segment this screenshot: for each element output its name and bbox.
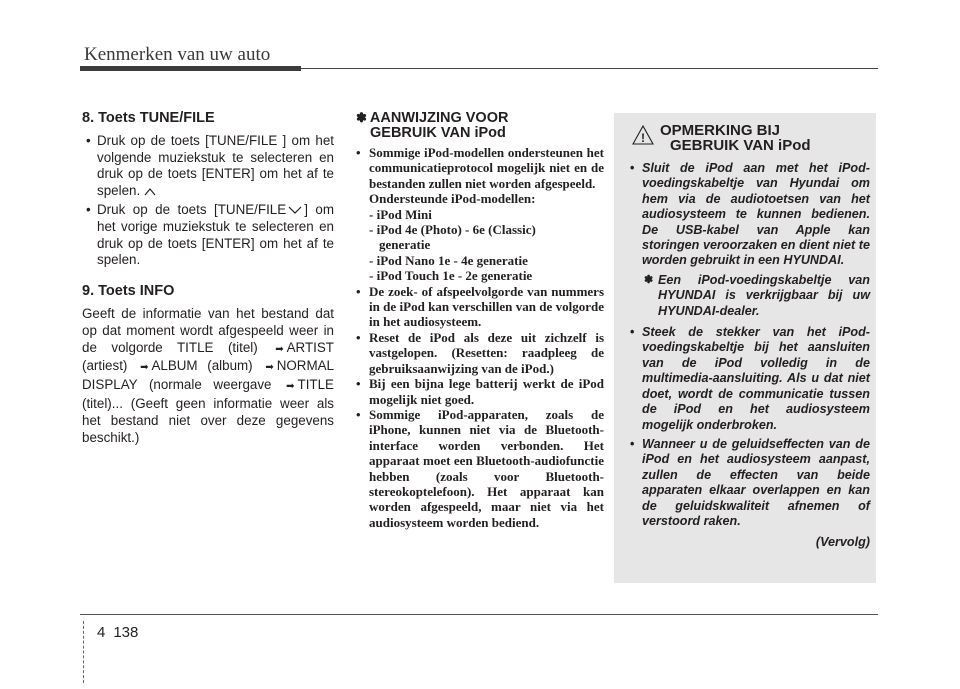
caution-title-line1: OPMERKING BIJ <box>660 122 781 139</box>
ipod-caution-box <box>614 113 876 583</box>
continued-label: (Vervolg) <box>815 535 870 550</box>
tune-prev-pre: Druk op de toets [TUNE/FILE <box>97 201 287 217</box>
list-item: • Steek de stekker van het iPod-voedingskabeltje bij het aansluiten van de iPod volledig in de multimedia-aansluiting. Als u dat niet doet, wordt de communicatie tussen de iPod en het audiosysteem mogelijk onderbroken. <box>628 325 870 433</box>
tune-prev-post: ] om het vorige muziekstuk te selecteren en druk op de toets [ENTER] om het af te spelen. <box>97 201 334 268</box>
caret-down-icon <box>288 206 302 214</box>
info-text-5: TITLE (titel)... (Geeft geen informatie weer als het bestand niet over deze gegevens beschikt.) <box>82 377 334 445</box>
arrow-right-icon: ➡ <box>265 362 274 374</box>
footer-rule <box>80 614 878 615</box>
model-item: - iPod Nano 1e - 4e generatie <box>369 252 528 268</box>
caution-list <box>628 161 870 269</box>
ipod-notice-title-line1: AANWIJZING VOOR <box>369 110 509 126</box>
arrow-right-icon: ➡ <box>286 381 295 393</box>
header-thin-rule <box>301 68 878 69</box>
note-text: Een iPod-voedingskabeltje van HYUNDAI is verkrijgbaar bij uw HYUNDAI-dealer. <box>658 272 870 318</box>
arrow-right-icon: ➡ <box>140 362 149 374</box>
ipod-notice-title <box>356 110 604 141</box>
model-item: - iPod 4e (Photo) - 6e (Classic) <box>369 222 536 238</box>
list-item: • De zoek- of afspeelvolgorde van nummers in de iPod kan verschillen van de volgorde in het audiosysteem. <box>356 284 604 330</box>
list-item: • Sluit de iPod aan met het iPod-voedingskabeltje van Hyundai om hem via de audiotoetsen van het audiosysteem te kunnen bedienen. De USB-kabel van Apple kan storingen veroorzaken en dient niet te worden gebruikt in een HYUNDAI. <box>628 161 870 269</box>
list-item: • Sommige iPod-apparaten, zoals de iPhone, kunnen niet via de Bluetooth-interface worden verbonden. Het apparaat moet een Bluetooth-audiofunctie hebben (zoals voor Bluetooth-stereokoptelefoon). Het apparaat kan worden afgespeeld, maar niet via het audiosysteem worden bediend. <box>356 407 604 530</box>
page-header-title: Kenmerken van uw auto <box>84 44 271 65</box>
info-paragraph <box>82 306 334 446</box>
info-heading: 9. Toets INFO <box>82 283 175 300</box>
list-item <box>82 133 334 200</box>
star-icon: ✽ <box>356 110 367 125</box>
list-item: • Bij een bijna lege batterij werkt de iPod mogelijk niet goed. <box>356 376 604 407</box>
caution-list-2 <box>628 325 870 529</box>
list-item: • Reset de iPod als deze uit zichzelf is vastgelopen. (Resetten: raadpleeg de gebruiksaanwijzing van de iPod.) <box>356 330 604 376</box>
notice-text: Sommige iPod-modellen ondersteunen het communicatieprotocol mogelijk niet en de bestanden zullen niet worden afgespeeld. <box>369 145 604 191</box>
star-icon: ✽ <box>644 273 654 286</box>
model-item: - iPod Touch 1e - 2e generatie <box>369 268 533 284</box>
page-number-value: 138 <box>113 624 139 641</box>
list-item: • Wanneer u de geluidseffecten van de iPod en het audiosysteem aanpast, zullen de effecten van beide apparaten elkaar overlappen en kan de geluidskwaliteit afnemen of verstoord raken. <box>628 437 870 529</box>
page-number <box>97 624 138 641</box>
list-item <box>356 145 604 284</box>
arrow-right-icon: ➡ <box>275 343 284 355</box>
tune-next-text: Druk op de toets [TUNE/FILE ] om het volgende muziekstuk te selecteren en druk op de toets [ENTER] om het af te spelen. <box>97 132 334 199</box>
tune-file-heading: 8. Toets TUNE/FILE <box>82 110 215 126</box>
list-item <box>82 202 334 269</box>
caret-up-icon <box>144 188 156 196</box>
ipod-notice-list <box>356 145 604 530</box>
info-text-1: Geeft de informatie van het bestand dat op dat moment wordt afgespeeld weer in de volgorde TITLE (titel) <box>82 305 334 355</box>
svg-text:!: ! <box>641 131 645 145</box>
left-column <box>82 110 334 446</box>
caution-title-line2: GEBRUIK VAN iPod <box>670 137 811 154</box>
info-text-2: ARTIST (artiest) <box>82 339 334 374</box>
info-text-3: ALBUM (album) <box>151 358 253 374</box>
info-text-4: NORMAL DISPLAY (normale weergave <box>82 358 334 393</box>
warning-triangle-icon <box>632 125 654 148</box>
middle-column <box>356 110 604 530</box>
model-item: - iPod Mini <box>369 206 432 222</box>
tune-file-list <box>82 133 334 269</box>
chapter-number: 4 <box>97 624 106 641</box>
caution-note <box>628 273 870 319</box>
model-item-cont: generatie <box>379 237 431 253</box>
header-thick-rule <box>80 66 301 71</box>
caution-heading <box>628 123 870 153</box>
supported-models-label: Ondersteunde iPod-modellen: <box>369 191 536 207</box>
footer-margin-line <box>83 621 84 683</box>
ipod-notice-title-line2: GEBRUIK VAN iPod <box>370 125 506 141</box>
